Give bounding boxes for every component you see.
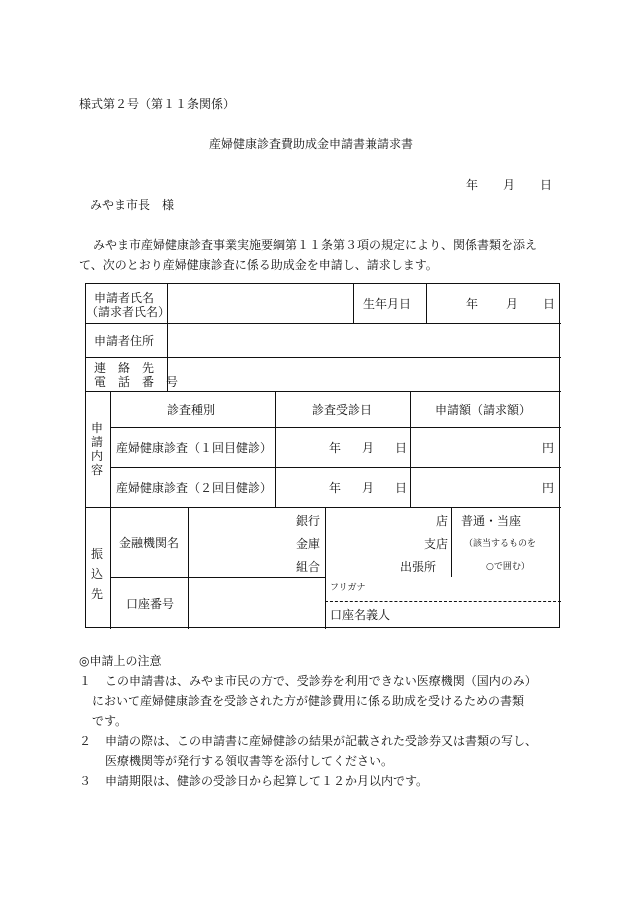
page-title: 産婦健康診査費助成金申請書兼請求書 — [209, 137, 414, 151]
exam-year-1: 年 — [329, 441, 342, 455]
exam-type-2: 産婦健康診査（２回目健診） — [116, 481, 273, 495]
address-label: 申請者住所 — [94, 334, 155, 348]
date-month-label: 月 — [503, 178, 516, 192]
intro-line-2: て、次のとおり産婦健康診査に係る助成金を申請し、請求します。 — [79, 258, 438, 272]
birth-month-label: 月 — [506, 297, 519, 311]
note-1-line-1: この申請書は、みやま市民の方で、受診券を利用できない医療機関（国内のみ） — [105, 674, 537, 688]
branch-type-office: 出張所 — [400, 560, 437, 574]
exam-yen-1: 円 — [542, 441, 555, 455]
bank-type-bank: 銀行 — [296, 514, 321, 528]
transfer-section-label: 振 込 先 — [91, 547, 104, 601]
exam-day-1: 日 — [395, 441, 408, 455]
account-number-field[interactable] — [190, 580, 323, 627]
applicant-name-label: 申請者氏名 — [94, 291, 155, 305]
note-2-line-1: 申請の際は、この申請書に産婦健診の結果が記載された受診券又は書類の写し、 — [105, 734, 538, 748]
claimant-name-label: （請求者氏名） — [86, 305, 171, 319]
notes-heading: ◎申請上の注意 — [79, 654, 162, 668]
branch-type-branch: 支店 — [424, 537, 449, 551]
bank-type-kumiai: 組合 — [296, 560, 321, 574]
application-form-table — [85, 283, 560, 628]
intro-line-1: みやま市産婦健康診査事業実施要綱第１１条第３項の規定により、関係書類を添え — [93, 238, 538, 252]
note-2-number: ２ — [79, 734, 92, 748]
content-section-label: 申 請 内 容 — [91, 421, 104, 477]
birthdate-label: 生年月日 — [363, 297, 412, 311]
bank-type-shinkin: 金庫 — [296, 537, 321, 551]
note-1-number: １ — [79, 674, 92, 688]
note-3-number: ３ — [79, 774, 92, 788]
form-number: 様式第２号（第１１条関係） — [79, 97, 236, 111]
birth-year-label: 年 — [466, 297, 479, 311]
note-2-line-2: 医療機関等が発行する領収書等を添付してください。 — [105, 754, 394, 768]
applicant-name-field[interactable] — [169, 286, 351, 321]
note-3-line-1: 申請期限は、健診の受診日から起算して１２か月以内です。 — [105, 774, 429, 788]
account-type: 普通・当座 — [461, 514, 522, 528]
account-type-note-1: （該当するものを — [464, 539, 537, 549]
address-field[interactable] — [169, 325, 559, 355]
note-1-line-3: です。 — [92, 714, 128, 728]
bank-name-label: 金融機関名 — [119, 536, 180, 550]
account-type-note-2: ○で囲む） — [486, 562, 530, 572]
exam-day-2: 日 — [395, 481, 408, 495]
branch-type-shop: 店 — [436, 514, 449, 528]
col-exam-date: 診査受診日 — [312, 403, 373, 417]
account-number-label: 口座番号 — [126, 597, 175, 611]
phone-field[interactable] — [169, 359, 559, 389]
col-amount: 申請額（請求額） — [435, 403, 532, 417]
note-1-line-2: において産婦健康診査を受診された方が健診費用に係る助成を受けるための書類 — [92, 694, 525, 708]
exam-type-1: 産婦健康診査（１回目健診） — [116, 441, 273, 455]
phone-label: 電 話 番 号 — [94, 375, 179, 389]
date-year-label: 年 — [466, 178, 479, 192]
exam-yen-2: 円 — [542, 481, 555, 495]
exam-year-2: 年 — [329, 481, 342, 495]
furigana-label: フリガナ — [330, 583, 366, 593]
contact-label: 連 絡 先 — [94, 361, 155, 375]
exam-month-2: 月 — [362, 481, 375, 495]
addressee: みやま市長 様 — [90, 198, 175, 212]
account-holder-label: 口座名義人 — [330, 608, 391, 622]
date-day-label: 日 — [540, 178, 553, 192]
exam-month-1: 月 — [362, 441, 375, 455]
col-exam-type: 診査種別 — [167, 403, 216, 417]
birth-day-label: 日 — [543, 297, 556, 311]
